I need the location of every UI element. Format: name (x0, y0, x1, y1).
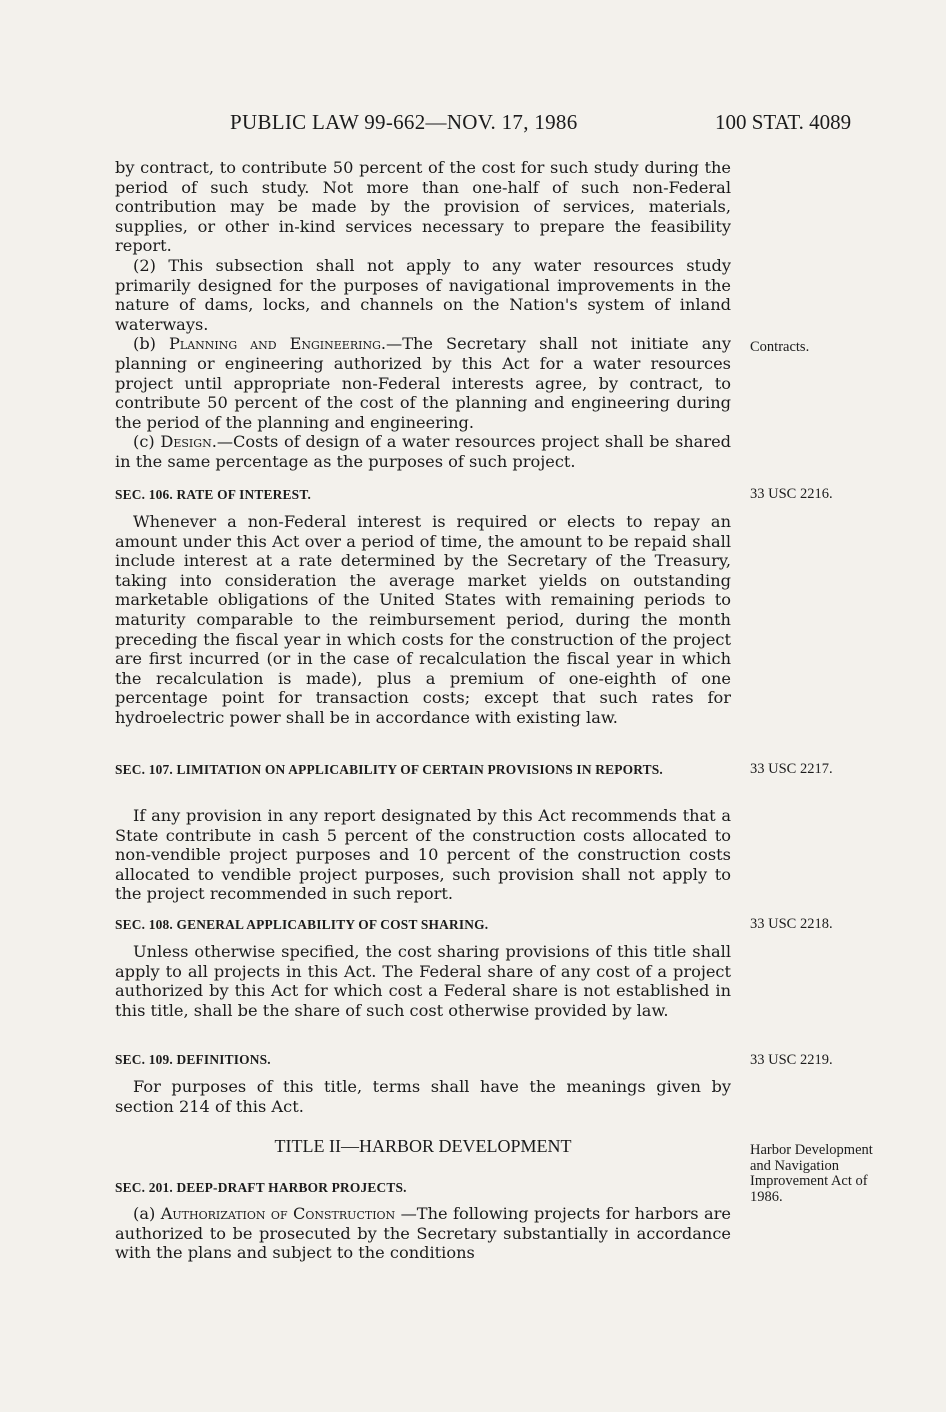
paragraph-subsection-2: (2) This subsection shall not apply to any water resources study primarily designed for the purposes of navigational improvements in the nature of dams, locks, and channels on the Nation's system of inland waterways. (115, 255, 731, 334)
subsection-caption: Planning and Engineering (169, 334, 381, 354)
subsection-marker: (a) (133, 1204, 161, 1223)
subsection-marker: (b) (133, 334, 170, 354)
paragraph-limitation: If any provision in any report designated by this Act recommends that a State contribute in cash 5 percent of the construction costs allocated to non-vendible project purposes and 10 percent of the construction costs allocated to vendible project purposes, such provision shall not apply to the project recommended in such report. (115, 806, 731, 904)
subsection-marker: (c) (133, 432, 161, 452)
margin-note-usc-2217: 33 USC 2217. (750, 761, 833, 777)
subsection-text: —The following projects for harbors are authorized to be prosecuted by the Secretary substantially in accordance with the plans and subject to the conditions (115, 1204, 731, 1263)
subsection-caption: Design (160, 432, 212, 452)
running-header-stat: 100 STAT. 4089 (715, 110, 852, 134)
margin-note-usc-2216: 33 USC 2216. (750, 486, 833, 502)
running-header-law: PUBLIC LAW 99-662—NOV. 17, 1986 (230, 110, 578, 134)
margin-note-usc-2218: 33 USC 2218. (750, 916, 833, 932)
subsection-text: .—The Secretary shall not initiate any planning or engineering authorized by this Act for a water resources project until appropriate non-Federal interests agree, by contract, to contribute 50 percent of the cost of the planning and engineering during the period of the planning and engineering. (115, 334, 731, 432)
margin-note-usc-2219: 33 USC 2219. (750, 1052, 833, 1068)
section-108-heading: SEC. 108. GENERAL APPLICABILITY OF COST SHARING. (115, 917, 489, 932)
section-108-body (115, 942, 731, 1020)
section-106-heading: SEC. 106. RATE OF INTEREST. (115, 487, 312, 502)
paragraph-planning-engineering (115, 334, 731, 432)
paragraph-continuation: by contract, to contribute 50 percent of the cost for such study during the period of such study. Not more than one-half of such non-Federal contribution may be made by the provision of services, materials, supplies, or other in-kind services necessary to prepare the feasibility report. (115, 158, 731, 256)
section-109-heading: SEC. 109. DEFINITIONS. (115, 1052, 271, 1067)
margin-note-harbor-act: Harbor Development and Navigation Improvement Act of 1986. (750, 1142, 873, 1205)
section-107-heading: SEC. 107. LIMITATION ON APPLICABILITY OF CERTAIN PROVISIONS IN REPORTS. (115, 762, 663, 777)
margin-note-contracts: Contracts. (750, 339, 810, 355)
section-201-body (115, 1204, 731, 1263)
paragraph-rate-of-interest: Whenever a non-Federal interest is required or elects to repay an amount under this Act over a period of time, the amount to be repaid shall include interest at a rate determined by the Secretary of the Treasury, taking into consideration the average market yields on outstanding marketable obligations of the United States with remaining periods to maturity comparable to the reimbursement period, during the month preceding the fiscal year in which costs for the construction of the project are first incurred (or in the case of recalculation the fiscal year in which the recalculation is made), plus a premium of one-eighth of one percentage point for transaction costs; except that such rates for hydroelectric power shall be in accordance with existing law. (115, 512, 731, 727)
body-column (115, 158, 731, 472)
title-ii-heading: TITLE II—HARBOR DEVELOPMENT (274, 1136, 572, 1156)
paragraph-authorization (115, 1204, 731, 1263)
paragraph-cost-sharing: Unless otherwise specified, the cost sharing provisions of this title shall apply to all projects in this Act. The Federal share of any cost of a project authorized by this Act for which cost a Federal share is not established in this title, shall be the share of such cost otherwise provided by law. (115, 942, 731, 1020)
section-201-heading: SEC. 201. DEEP-DRAFT HARBOR PROJECTS. (115, 1180, 407, 1195)
section-107-body (115, 806, 731, 904)
subsection-caption: Authorization of Construction (160, 1204, 396, 1223)
paragraph-definitions: For purposes of this title, terms shall have the meanings given by section 214 of this Act. (115, 1077, 731, 1116)
paragraph-design (115, 432, 731, 471)
section-106-body (115, 512, 731, 728)
section-109-body (115, 1077, 731, 1116)
subsection-text: .—Costs of design of a water resources project shall be shared in the same percentage as the purposes of such project. (115, 432, 732, 471)
